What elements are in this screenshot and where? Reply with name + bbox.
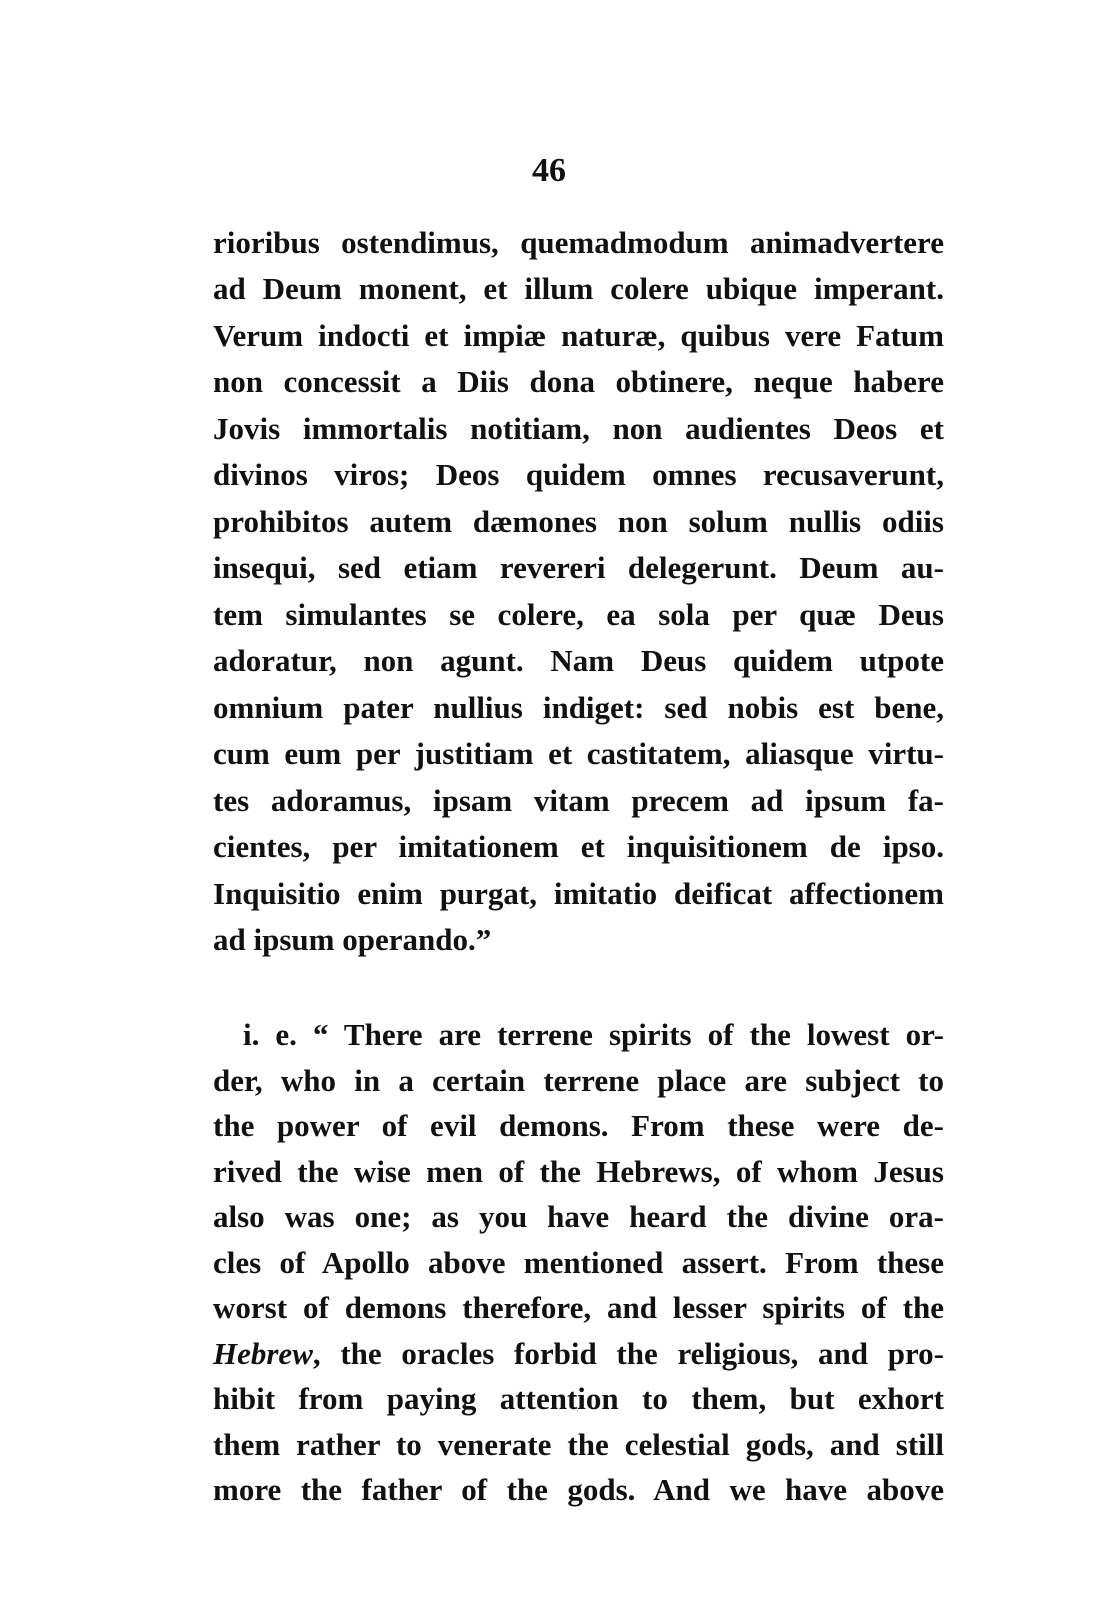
text-line: cum eum per justitiam et castitatem, aliasque virtu- xyxy=(213,736,944,772)
italic-word: Hebrew xyxy=(213,1335,313,1371)
text-line: more the father of the gods. And we have above xyxy=(213,1472,944,1507)
text-line: non concessit a Diis dona obtinere, neque habere xyxy=(213,364,944,400)
text-line: ad ipsum operando.” xyxy=(213,922,492,958)
text-line: der, who in a certain terrene place are subject to xyxy=(213,1062,944,1098)
text-line: rived the wise men of the Hebrews, of whom Jesus xyxy=(213,1153,944,1189)
text-line: adoratur, non agunt. Nam Deus quidem utpote xyxy=(213,643,944,679)
text-line xyxy=(213,1334,944,1374)
text-line: also was one; as you have heard the divine ora- xyxy=(213,1199,944,1234)
text-line: prohibitos autem dæmones non solum nullis odiis xyxy=(213,503,944,539)
text-line: insequi, sed etiam revereri delegerunt. Deum au- xyxy=(213,550,944,586)
text-line: worst of demons therefore, and lesser spirits of the xyxy=(213,1290,944,1325)
text-line: omnium pater nullius indiget: sed nobis est bene, xyxy=(213,689,944,725)
text-line: i. e. “ There are terrene spirits of the lowest or- xyxy=(243,1017,944,1052)
text-line: Inquisitio enim purgat, imitatio deificat affectionem xyxy=(213,875,944,911)
text-line: Verum indocti et impiæ naturæ, quibus vere Fatum xyxy=(213,317,944,353)
text-line: rioribus ostendimus, quemadmodum animadvertere xyxy=(213,225,944,260)
text-line: ad Deum monent, et illum colere ubique imperant. xyxy=(213,271,944,307)
text-line: divinos viros; Deos quidem omnes recusaverunt, xyxy=(213,457,944,493)
text-line: Jovis immortalis notitiam, non audientes Deos et xyxy=(213,410,944,446)
text-line: cles of Apollo above mentioned assert. From these xyxy=(213,1244,944,1280)
text-line: tes adoramus, ipsam vitam precem ad ipsum fa- xyxy=(213,782,944,818)
text-line: hibit from paying attention to them, but exhort xyxy=(213,1381,944,1416)
page-number: 46 xyxy=(532,152,566,189)
text-line-rest: , the oracles forbid the religious, and pro- xyxy=(312,1335,944,1371)
text-line: cientes, per imitationem et inquisitionem de ipso. xyxy=(213,829,944,865)
text-line: the power of evil demons. From these were de- xyxy=(213,1108,944,1143)
text-line: them rather to venerate the celestial gods, and still xyxy=(213,1426,944,1462)
text-line: tem simulantes se colere, ea sola per quæ Deus xyxy=(213,596,944,632)
